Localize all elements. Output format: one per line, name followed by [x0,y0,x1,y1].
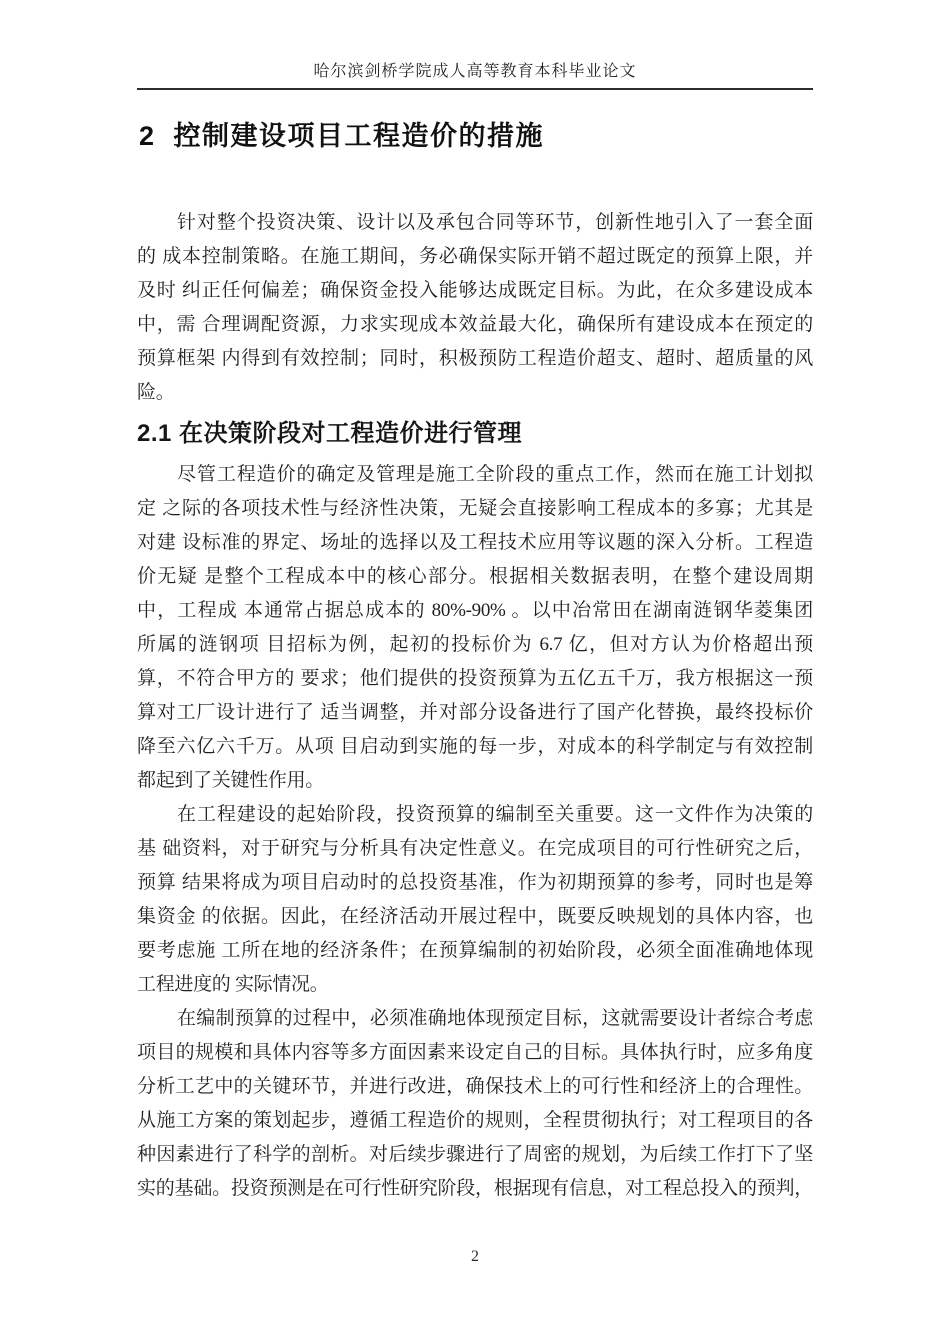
paragraph-line: 集资金 的依据。因此，在经济活动开展过程中，既要反映规划的具体内容，也 [137,906,813,927]
paragraph-line: 及时 纠正任何偏差；确保资金投入能够达成既定目标。为此，在众多建设成本 [137,280,813,301]
paragraph-line: 在编制预算的过程中，必须准确地体现预定目标，这就需要设计者综合考虑 [177,1008,813,1029]
paragraph-line: 分析工艺中的关键环节，并进行改进，确保技术上的可行性和经济上的合理性。 [137,1076,813,1097]
header-divider [137,88,813,90]
paragraph-line: 针对整个投资决策、设计以及承包合同等环节，创新性地引入了一套全面 [177,212,813,233]
chapter-heading: 2 控制建设项目工程造价的措施 [139,121,545,151]
paragraph-line: 种因素进行了科学的剖析。对后续步骤进行了周密的规划，为后续工作打下了坚 [137,1144,813,1165]
paragraph-line: 工程进度的 实际情况。 [137,974,329,995]
paragraph-line: 算对工厂设计进行了 适当调整，并对部分设备进行了国产化替换，最终投标价 [137,702,813,723]
paragraph-line: 降至六亿六千万。从项 目启动到实施的每一步，对成本的科学制定与有效控制 [137,736,813,757]
paragraph-line: 项目的规模和具体内容等多方面因素来设定自己的目标。具体执行时，应多角度 [137,1042,813,1063]
paragraph [137,1002,813,1206]
page-number: 2 [471,1248,479,1265]
paragraph-line: 中，需 合理调配资源，力求实现成本效益最大化，确保所有建设成本在预定的 [137,314,813,335]
paragraph-line: 预算框架 内得到有效控制；同时，积极预防工程造价超支、超时、超质量的风 [137,348,813,369]
paragraph-line: 所属的涟钢项 目招标为例，起初的投标价为 6.7 亿，但对方认为价格超出预 [137,634,813,655]
section-heading: 2.1 在决策阶段对工程造价进行管理 [137,420,523,447]
paragraph-line: 的 成本控制策略。在施工期间，务必确保实际开销不超过既定的预算上限，并 [137,246,813,267]
paragraph-line: 价无疑 是整个工程成本中的核心部分。根据相关数据表明，在整个建设周期 [137,566,813,587]
paragraph [137,798,813,1002]
paragraph-line: 定 之际的各项技术性与经济性决策，无疑会直接影响工程成本的多寡；尤其是 [137,498,813,519]
paragraph-line: 都起到了关键性作用。 [137,770,325,791]
paragraph-line: 在工程建设的起始阶段，投资预算的编制至关重要。这一文件作为决策的 [177,804,813,825]
paragraph-line: 要考虑施 工所在地的经济条件；在预算编制的初始阶段，必须全面准确地体现 [137,940,813,961]
paragraph [137,206,813,410]
paragraph-line: 算，不符合甲方的 要求；他们提供的投资预算为五亿五千万，我方根据这一预 [137,668,813,689]
paragraph-line: 尽管工程造价的确定及管理是施工全阶段的重点工作，然而在施工计划拟 [177,464,813,485]
paragraph-line: 险。 [137,382,175,403]
paragraph-line: 中，工程成 本通常占据总成本的 80%-90% 。以中冶常田在湖南涟钢华菱集团 [137,600,813,621]
paragraph-line: 对建 设标准的界定、场址的选择以及工程技术应用等议题的深入分析。工程造 [137,532,813,553]
paragraph-line: 实的基础。投资预测是在可行性研究阶段，根据现有信息，对工程总投入的预判， [137,1178,813,1199]
paragraph-line: 从施工方案的策划起步，遵循工程造价的规则，全程贯彻执行；对工程项目的各 [137,1110,813,1131]
page-content [137,0,813,1206]
running-header: 哈尔滨剑桥学院成人高等教育本科毕业论文 [313,63,637,80]
paragraph-line: 基 础资料，对于研究与分析具有决定性意义。在完成项目的可行性研究之后， [137,838,813,859]
paragraph-line: 预算 结果将成为项目启动时的总投资基准，作为初期预算的参考，同时也是筹 [137,872,813,893]
paragraph [137,458,813,798]
